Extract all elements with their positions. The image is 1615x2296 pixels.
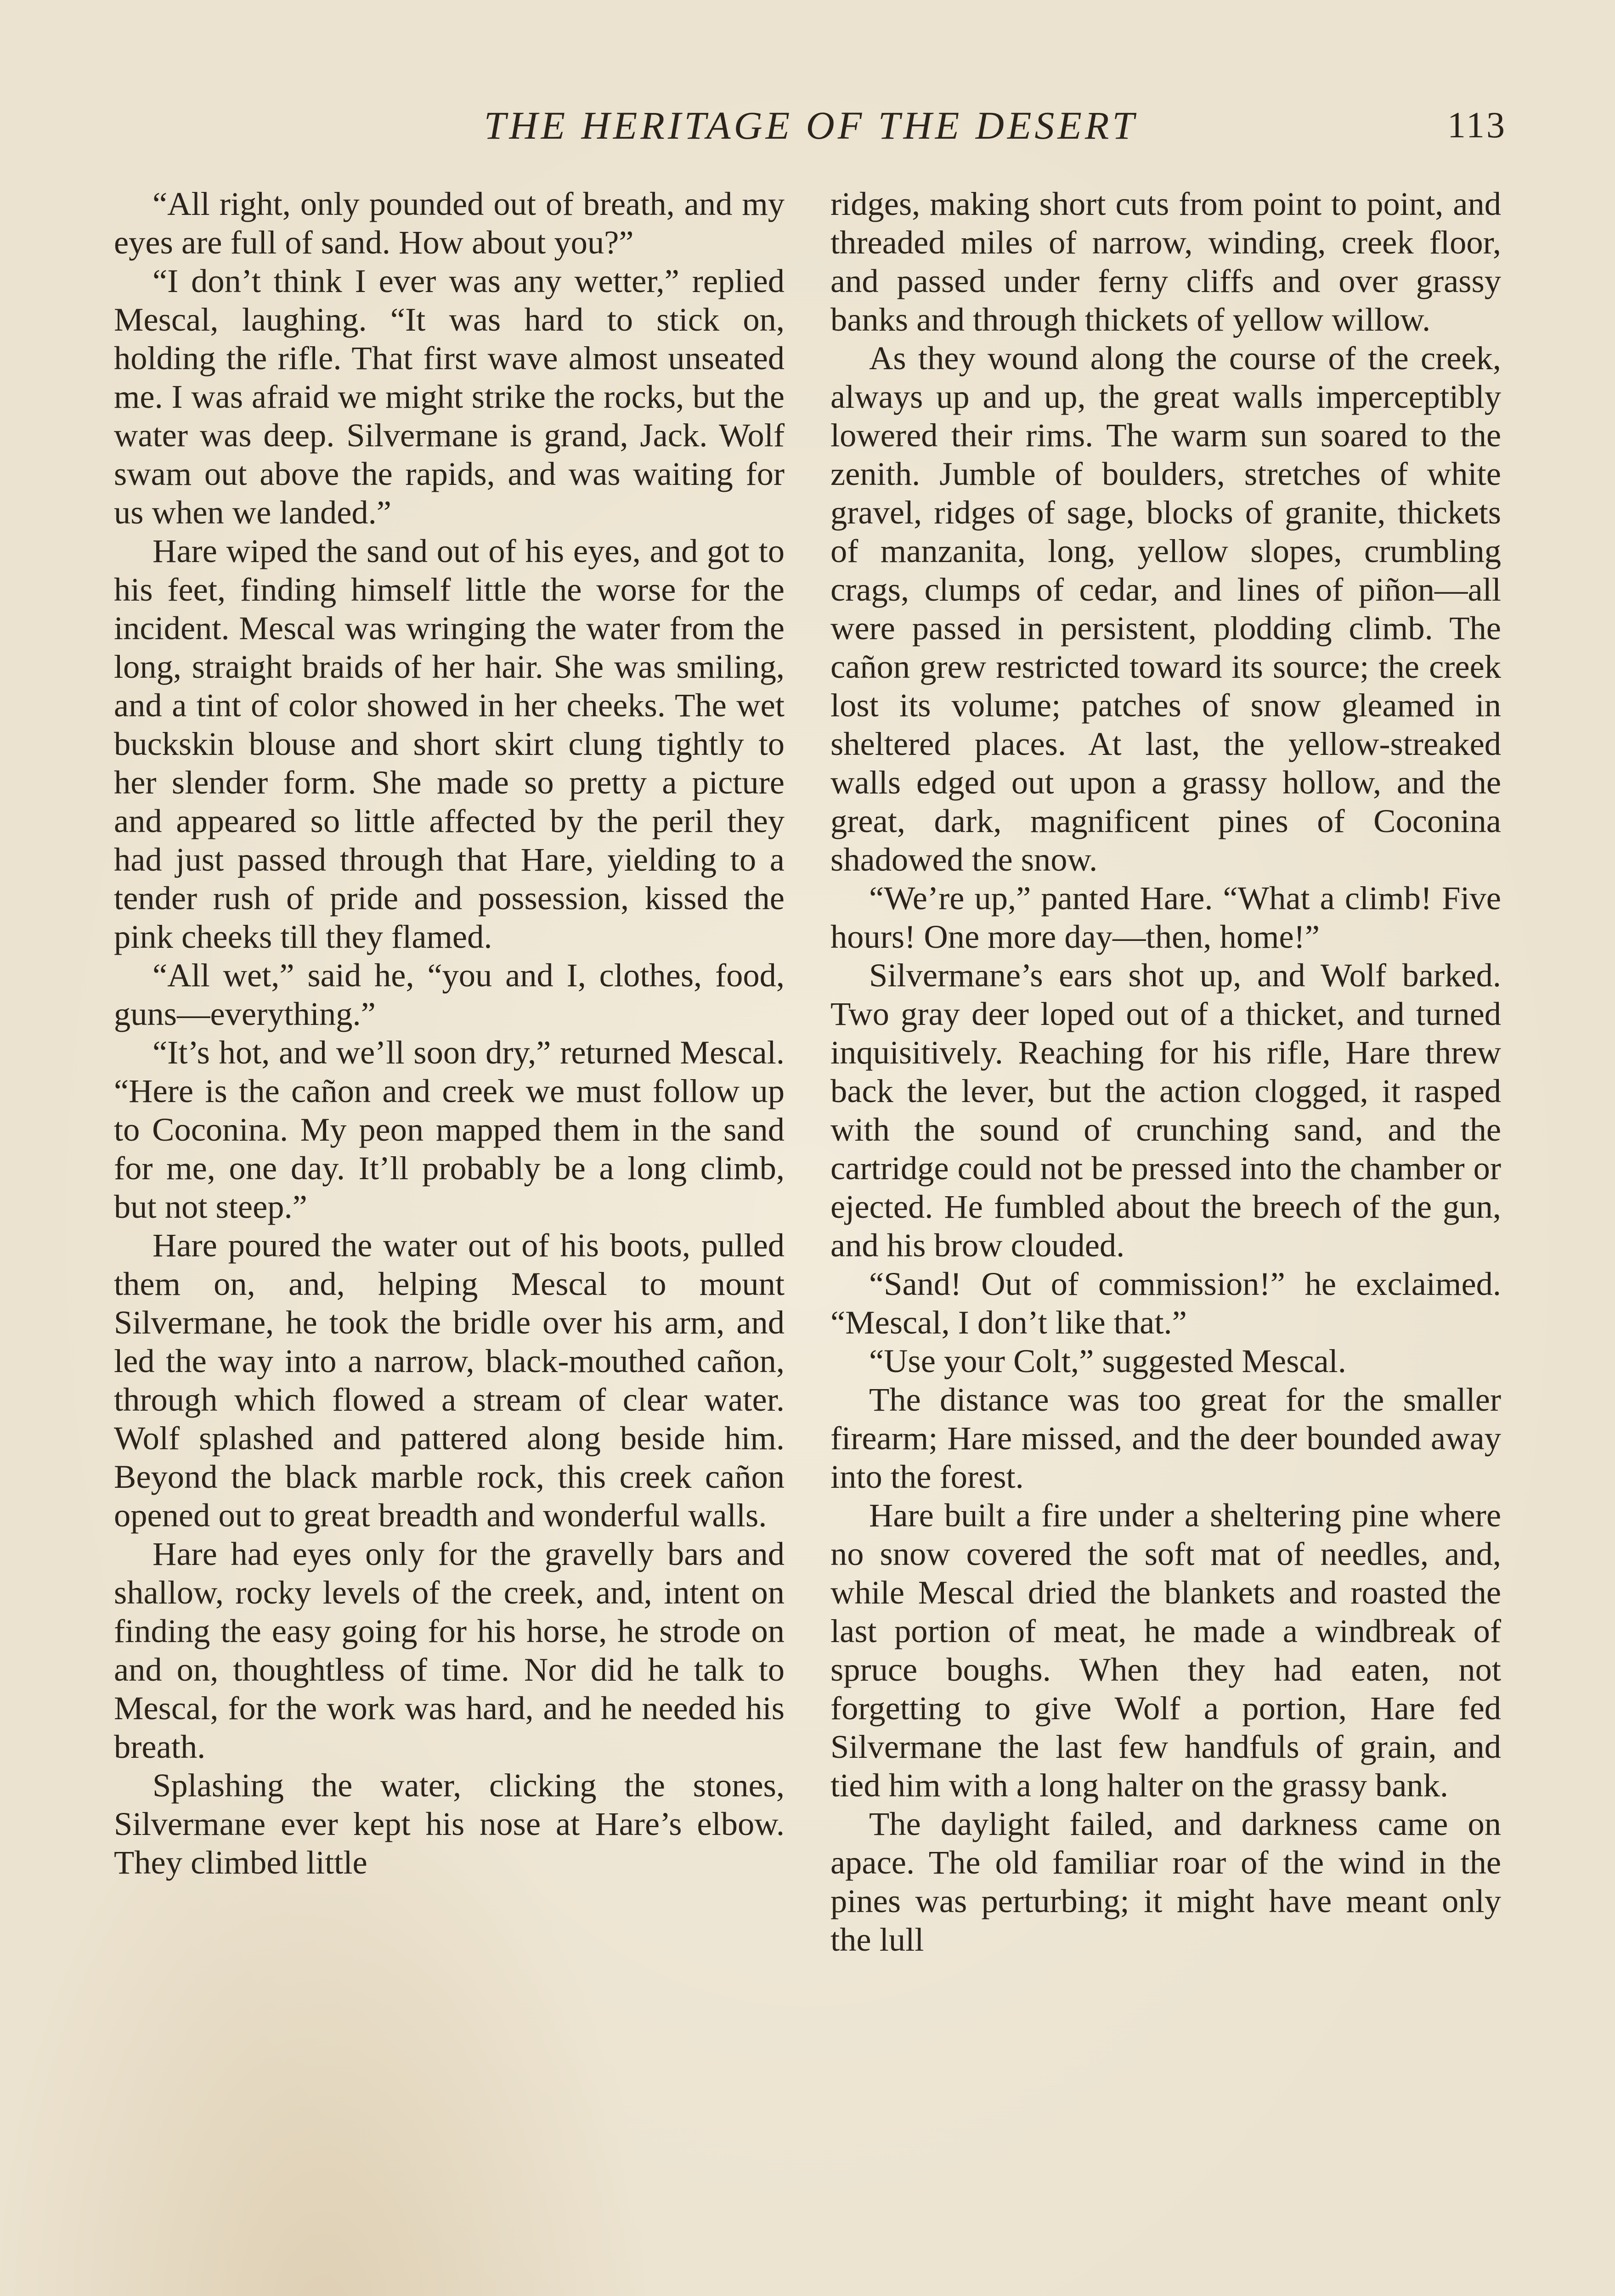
paragraph: As they wound along the course of the creek, always up and up, the great walls imperceptibly lowered their rims. The warm sun soared to the zenith. Jumble of boulders, stretches of white gravel, ridges of sage, blocks of granite, thickets of manzanita, long, yellow slopes, crumbling crags, clumps of cedar, and lines of piñon—all were passed in persistent, plodding climb. The cañon grew restricted toward its source; the creek lost its volume; patches of snow gleamed in sheltered places. At last, the yellow-streaked walls edged out upon a grassy hollow, and the great, dark, magnificent pines of Coconina shadowed the snow. [830, 339, 1501, 878]
paragraph: “All right, only pounded out of breath, and my eyes are full of sand. How about you?” [114, 185, 785, 261]
paragraph: “Sand! Out of commission!” he exclaimed. “Mescal, I don’t like that.” [830, 1265, 1501, 1341]
paragraph: Hare built a fire under a sheltering pine where no snow covered the soft mat of needles, and, while Mescal dried the blankets and roasted the last portion of meat, he made a windbreak of spruce boughs. When they had eaten, not forgetting to give Wolf a portion, Hare fed Silvermane the last few handfuls of grain, and tied him with a long halter on the grassy bank. [830, 1497, 1501, 1804]
paragraph: “We’re up,” panted Hare. “What a climb! Five hours! One more day—then, home!” [830, 879, 1501, 955]
paragraph: Hare poured the water out of his boots, pulled them on, and, helping Mescal to mount Silvermane, he took the bridle over his arm, and led the way into a narrow, black-mouthed cañon, through which flowed a stream of clear water. Wolf splashed and pattered along beside him. Beyond the black marble rock, this creek cañon opened out to great breadth and wonderful walls. [114, 1227, 785, 1534]
paragraph: “All wet,” said he, “you and I, clothes, food, guns—everything.” [114, 957, 785, 1032]
page-number: 113 [1447, 105, 1507, 146]
paragraph: “Use your Colt,” suggested Mescal. [869, 1342, 1346, 1379]
right-column [830, 185, 1501, 1959]
paragraph: Hare wiped the sand out of his eyes, and got to his feet, finding himself little the worse for the incident. Mescal was wringing the water from the long, straight braids of her hair. She was smiling, and a tint of color showed in her cheeks. The wet buckskin blouse and short skirt clung tightly to her slender form. She made so pretty a picture and appeared so little affected by the peril they had just passed through that Hare, yielding to a tender rush of pride and possession, kissed the pink cheeks till they flamed. [114, 532, 785, 955]
paragraph: Hare had eyes only for the gravelly bars and shallow, rocky levels of the creek, and, intent on finding the easy going for his horse, he strode on and on, thoughtless of time. Nor did he talk to Mescal, for the work was hard, and he needed his breath. [114, 1535, 785, 1765]
paragraph: The daylight failed, and darkness came on apace. The old familiar roar of the wind in the pines was perturbing; it might have meant only the lull [830, 1805, 1501, 1958]
left-column [114, 185, 785, 1882]
paragraph-continuation: ridges, making short cuts from point to point, and threaded miles of narrow, winding, creek floor, and passed under ferny cliffs and over grassy banks and through thickets of yellow willow. [830, 185, 1501, 338]
page-header [115, 100, 1507, 151]
paragraph: “It’s hot, and we’ll soon dry,” returned Mescal. “Here is the cañon and creek we must follow up to Coconina. My peon mapped them in the sand for me, one day. It’ll probably be a long climb, but not steep.” [114, 1034, 785, 1225]
running-title: THE HERITAGE OF THE DESERT [484, 103, 1138, 147]
paragraph: Splashing the water, clicking the stones, Silvermane ever kept his nose at Hare’s elbow. They climbed little [114, 1767, 785, 1881]
paragraph: The distance was too great for the smaller firearm; Hare missed, and the deer bounded away into the forest. [830, 1381, 1501, 1495]
paragraph: Silvermane’s ears shot up, and Wolf barked. Two gray deer loped out of a thicket, and turned inquisitively. Reaching for his rifle, Hare threw back the lever, but the action clogged, it rasped with the sound of crunching sand, and the cartridge could not be pressed into the chamber or ejected. He fumbled about the breech of the gun, and his brow clouded. [830, 957, 1501, 1264]
paragraph: “I don’t think I ever was any wetter,” replied Mescal, laughing. “It was hard to stick on, holding the rifle. That first wave almost unseated me. I was afraid we might strike the rocks, but the water was deep. Silvermane is grand, Jack. Wolf swam out above the rapids, and was waiting for us when we landed.” [114, 262, 785, 531]
